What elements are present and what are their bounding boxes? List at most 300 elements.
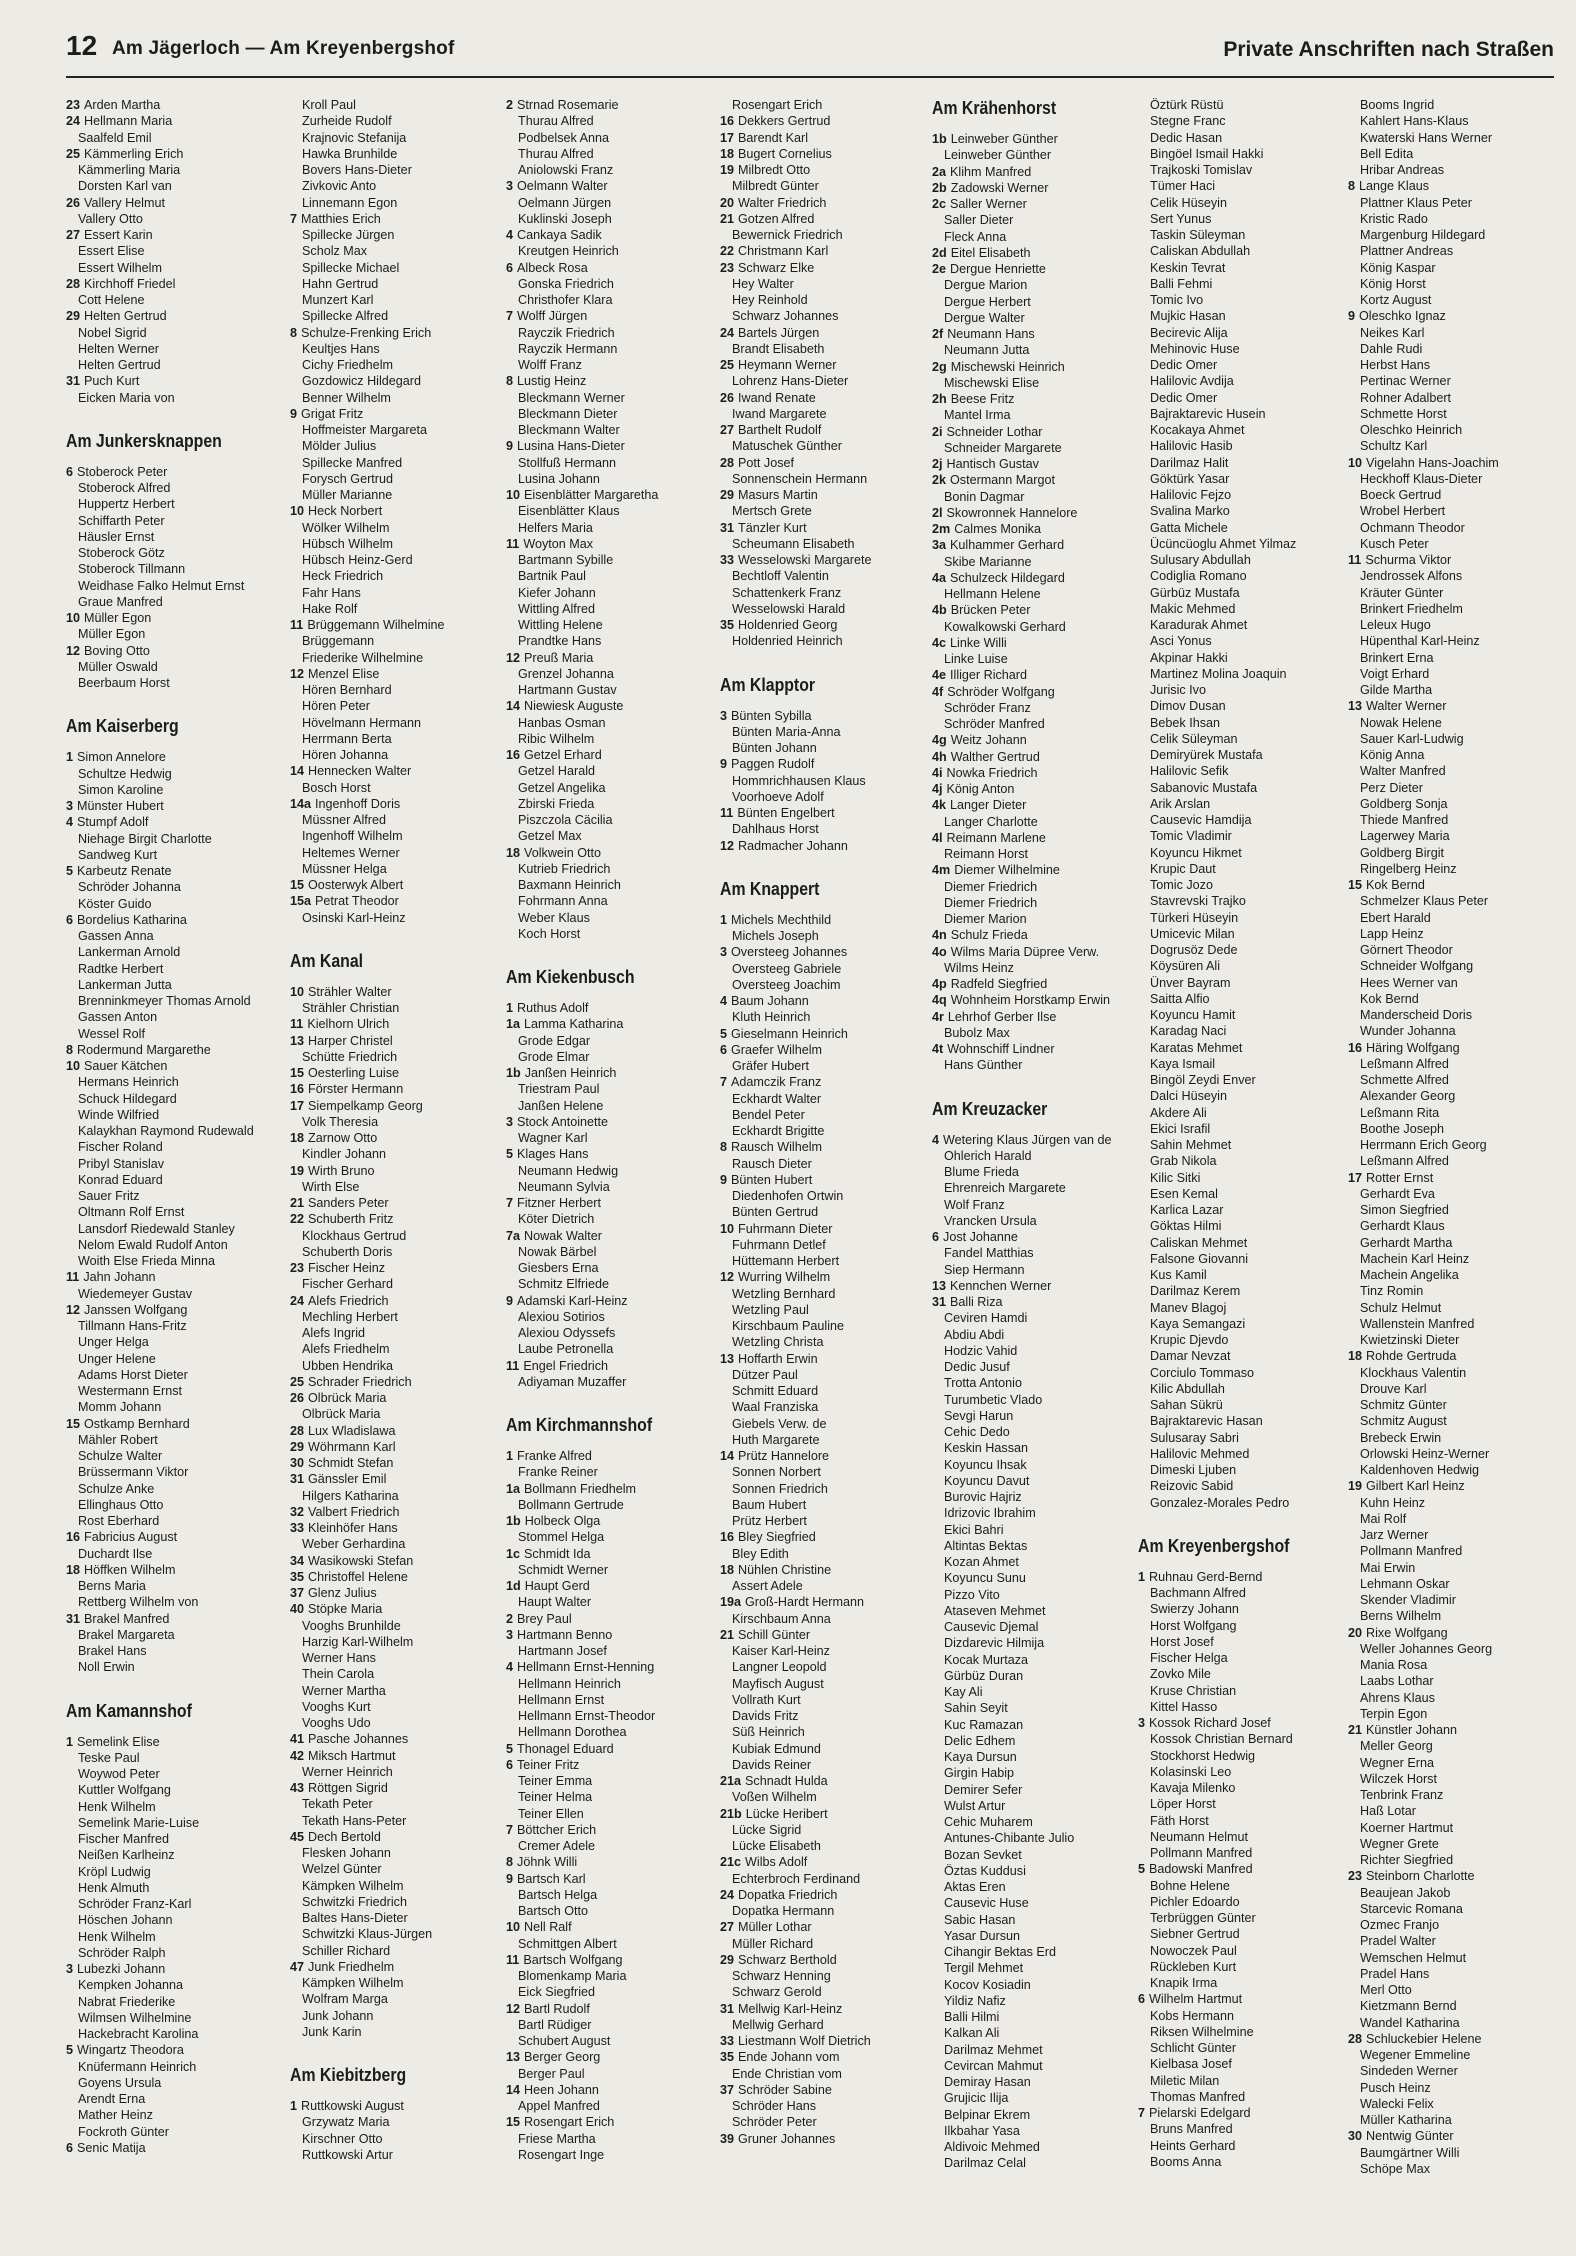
resident-name: Kirschner Otto [302,2131,383,2146]
resident-name: Schneider Lothar [946,424,1043,439]
resident-entry [506,731,718,747]
resident-entry [1348,1657,1560,1673]
resident-name: Demiray Hasan [944,2075,1031,2089]
resident-name: Cichy Friedhelm [302,358,393,372]
resident-entry [506,503,718,519]
resident-entry [290,1260,502,1276]
house-number: 11 [720,806,734,820]
resident-name: Kossok Richard Josef [1149,1716,1271,1730]
resident-name: Boeck Gertrud [1360,488,1442,502]
resident-name: Walter Manfred [1360,764,1446,779]
resident-entry [66,1766,278,1782]
resident-entry [932,2155,1144,2171]
house-number: 16 [66,1530,81,1545]
resident-entry [66,1546,278,1562]
resident-name: König Anton [946,782,1015,796]
resident-entry [1348,325,1560,341]
resident-name: Lansdorf Riedewald Stanley [78,1221,235,1236]
resident-entry [1348,877,1560,893]
house-number: 39 [720,2131,735,2146]
resident-entry [932,147,1144,163]
house-number: 11 [66,1270,80,1285]
resident-entry [290,1325,502,1341]
resident-name: Reimann Marlene [946,830,1046,845]
resident-entry [506,373,718,389]
resident-entry [720,438,932,454]
resident-name: Antunes-Chibante Julio [944,1831,1075,1846]
resident-entry [932,1025,1144,1041]
resident-name: Darilmaz Celal [944,2156,1026,2171]
resident-entry [1348,991,1560,1007]
resident-entry [1348,1267,1560,1283]
resident-entry [1138,601,1350,617]
resident-name: Kulhammer Gerhard [950,538,1065,553]
house-number: 1c [506,1546,521,1561]
resident-name: Rosengart Erich [732,98,823,112]
resident-name: Schluckebier Helene [1366,2031,1482,2046]
resident-name: Altintas Bektas [944,1538,1028,1553]
resident-name: Lubezki Johann [77,1962,166,1976]
resident-entry [506,520,718,536]
house-number: 12 [720,1270,735,1285]
resident-entry [1138,195,1350,211]
resident-name: Dahlhaus Horst [732,822,819,837]
resident-name: Sert Yunus [1150,211,1212,226]
house-number: 10 [506,1920,521,1935]
resident-name: Teske Paul [78,1750,140,1765]
resident-entry [932,570,1144,586]
resident-entry [1348,893,1560,909]
resident-entry [506,650,718,666]
resident-entry [1348,1560,1560,1576]
resident-name: Grab Nikola [1150,1154,1217,1169]
resident-entry [1138,406,1350,422]
resident-entry [66,1831,278,1847]
resident-name: Schiffarth Peter [78,513,165,528]
resident-entry [506,893,718,909]
resident-name: Löper Horst [1150,1797,1216,1812]
house-number: 11 [506,1952,520,1967]
resident-name: Wilhelm Hartmut [1149,1992,1243,2007]
resident-name: Davids Fritz [732,1709,799,1723]
resident-entry [1138,97,1350,113]
resident-entry [66,831,278,847]
house-number: 19 [1348,1479,1363,1494]
resident-entry [66,260,278,276]
resident-entry [66,1237,278,1253]
resident-name: Kusch Peter [1360,536,1429,551]
house-number: 19a [720,1595,742,1610]
resident-entry [1138,1235,1350,1251]
house-number: 41 [290,1732,305,1747]
resident-entry [1138,682,1350,698]
resident-name: Steinborn Charlotte [1366,1869,1475,1884]
resident-entry [66,1139,278,1155]
resident-entry [1348,1852,1560,1868]
resident-name: Wohnschiff Lindner [947,1042,1055,1056]
resident-entry [932,684,1144,700]
resident-entry [506,568,718,584]
resident-name: Bartsch Wolfgang [523,1952,623,1967]
resident-entry [720,1042,932,1058]
resident-name: Ochmann Theodor [1360,520,1465,535]
resident-name: Dimov Dusan [1150,699,1226,714]
resident-name: Teiner Helma [518,1790,593,1805]
house-number: 3 [720,708,728,723]
resident-name: Ohlerich Harald [944,1148,1032,1163]
resident-name: Adams Horst Dieter [78,1367,188,1382]
resident-name: Herbst Hans [1360,358,1430,372]
resident-entry [1138,1137,1350,1153]
resident-name: Thurau Alfred [518,114,594,129]
house-number: 23 [1348,1869,1363,1884]
resident-entry [932,440,1144,456]
resident-entry [290,520,502,536]
resident-name: Boothe Joseph [1360,1121,1445,1136]
resident-entry [1138,2040,1350,2056]
resident-name: Linke Willi [950,635,1007,650]
resident-name: Huppertz Herbert [78,497,175,512]
resident-name: Cevircan Mahmut [944,2058,1043,2073]
resident-name: Yasar Dursun [944,1928,1021,1943]
resident-entry [66,578,278,594]
resident-entry [720,585,932,601]
resident-entry [290,1910,502,1926]
house-number: 4q [932,993,947,1008]
resident-entry [506,422,718,438]
resident-entry [1348,1966,1560,1982]
resident-entry [506,617,718,633]
resident-entry [290,1796,502,1812]
resident-name: Paggen Rudolf [731,757,815,772]
resident-entry [290,1195,502,1211]
resident-name: Höschen Johann [78,1913,173,1928]
resident-name: Dorsten Karl van [78,179,172,194]
resident-name: Sevgi Harun [944,1408,1014,1423]
resident-entry [932,1879,1144,1895]
resident-entry [290,357,502,373]
resident-entry [506,1806,718,1822]
street-heading: Am Kamannshof [66,1700,192,1721]
resident-entry [1138,487,1350,503]
resident-name: Förster Hermann [308,1082,404,1097]
resident-entry [1348,1950,1560,1966]
resident-name: Künstler Johann [1366,1723,1458,1737]
resident-name: Petrat Theodor [315,894,399,909]
house-number: 29 [720,1952,735,1967]
resident-name: Schöpe Max [1360,2161,1431,2176]
resident-entry [66,847,278,863]
resident-entry [720,1172,932,1188]
resident-name: Pielarski Edelgard [1149,2106,1251,2120]
resident-name: Henk Wilhelm [78,1799,156,1814]
resident-entry [932,1619,1144,1635]
resident-entry [932,846,1144,862]
resident-entry [1138,1105,1350,1121]
resident-name: Lusina Hans-Dieter [517,439,625,454]
resident-name: Rayczik Friedrich [518,325,615,340]
resident-entry [66,2091,278,2107]
resident-entry [932,1489,1144,1505]
resident-name: Tekath Hans-Peter [302,1813,407,1828]
resident-entry [66,276,278,292]
resident-entry [290,390,502,406]
resident-name: Tenbrink Franz [1360,1788,1444,1802]
house-number: 4 [932,1132,940,1147]
resident-entry [932,1570,1144,1586]
resident-name: Hoffmeister Margareta [302,423,428,437]
resident-entry [720,1919,932,1935]
resident-entry [1348,211,1560,227]
house-number: 22 [290,1212,305,1227]
resident-name: Brüggemann Wilhelmine [307,618,445,632]
resident-name: Dogrusöz Dede [1150,943,1238,957]
resident-entry [1348,471,1560,487]
resident-name: Brinkert Erna [1360,650,1434,665]
resident-name: Leßmann Rita [1360,1105,1440,1120]
resident-name: Tomic Jozo [1150,878,1213,892]
resident-entry [720,178,932,194]
house-number: 25 [66,146,81,161]
resident-entry [1138,1153,1350,1169]
resident-name: Lapp Heinz [1360,926,1424,941]
resident-name: Schulze Anke [78,1481,155,1496]
resident-name: Schröder Wolfgang [947,684,1055,699]
resident-name: Sulusary Abdullah [1150,553,1251,567]
resident-name: Kocov Kosiadin [944,1977,1031,1992]
resident-entry [1348,1137,1560,1153]
resident-name: Kus Kamil [1150,1268,1207,1282]
resident-entry [1138,146,1350,162]
resident-entry [1348,1218,1560,1234]
resident-name: Wolf Franz [944,1197,1005,1212]
resident-entry [1348,1202,1560,1218]
resident-entry [1138,243,1350,259]
resident-name: Helfers Maria [518,520,593,535]
resident-entry [1348,1836,1560,1852]
resident-name: Berns Wilhelm [1360,1609,1442,1624]
resident-entry [290,1211,502,1227]
resident-entry [1138,1975,1350,1991]
resident-name: Illiger Richard [950,668,1028,683]
resident-entry [66,1009,278,1025]
resident-name: Lusina Johann [518,471,600,486]
resident-entry [932,424,1144,440]
resident-name: Brüssermann Viktor [78,1465,189,1480]
resident-name: Booms Anna [1150,2154,1222,2169]
resident-entry [932,294,1144,310]
resident-name: Klockhaus Gertrud [302,1228,407,1243]
resident-name: Kahlert Hans-Klaus [1360,114,1469,129]
house-number: 3 [66,1962,74,1976]
resident-name: Rausch Dieter [732,1156,812,1171]
resident-name: Kruse Christian [1150,1683,1237,1698]
resident-entry [1348,1527,1560,1543]
resident-entry [290,1553,502,1569]
resident-entry [1138,1040,1350,1056]
resident-entry [66,1659,278,1675]
resident-entry [932,781,1144,797]
resident-name: Spillecke Jürgen [302,228,395,242]
resident-name: Hellmann Heinrich [518,1676,621,1691]
resident-entry [720,1123,932,1139]
resident-name: Barthelt Rudolf [738,423,822,437]
resident-entry [720,1074,932,1090]
resident-entry [506,1065,718,1081]
resident-name: Fuhrmann Dieter [738,1221,833,1236]
resident-entry [66,2140,278,2156]
resident-name: Echterbroch Ferdinand [732,1871,861,1886]
resident-name: Pollmann Manfred [1150,1846,1253,1860]
resident-name: Häring Wolfgang [1366,1040,1460,1055]
house-number: 21c [720,1855,742,1870]
resident-name: Brakel Margareta [78,1627,175,1642]
resident-entry [720,601,932,617]
resident-entry [66,1383,278,1399]
house-number: 2l [932,505,943,520]
resident-name: Horst Wolfgang [1150,1618,1237,1633]
resident-name: Schröder Franz-Karl [78,1897,192,1911]
resident-entry [1348,341,1560,357]
resident-name: Booms Ingrid [1360,98,1435,112]
resident-entry [506,585,718,601]
resident-name: Sanders Peter [308,1196,389,1210]
street-heading: Am Kiebitzberg [290,2065,407,2085]
resident-name: Semelink Marie-Luise [78,1815,200,1830]
resident-entry [1348,1820,1560,1836]
resident-name: Nelom Ewald Rudolf Anton [78,1237,228,1252]
resident-entry [1348,373,1560,389]
resident-name: Wallenstein Manfred [1360,1316,1475,1331]
resident-name: Schröder Hans [732,2099,816,2113]
resident-name: Kozan Ahmet [944,1555,1019,1569]
resident-name: Hantisch Gustav [946,457,1039,471]
resident-name: Kittel Hasso [1150,1699,1218,1714]
resident-name: Simon Annelore [77,750,166,765]
resident-name: Radmacher Johann [738,838,848,853]
resident-entry [1138,1894,1350,1910]
house-number: 5 [1138,1862,1146,1877]
resident-entry [290,471,502,487]
resident-entry [290,1634,502,1650]
resident-name: Schuck Hildegard [78,1091,177,1106]
resident-name: Stumpf Adolf [77,815,149,830]
resident-name: Sabanovic Mustafa [1150,780,1258,795]
house-number: 10 [290,984,305,999]
resident-entry [66,1864,278,1880]
resident-name: Stommel Helga [518,1530,605,1545]
resident-entry [290,503,502,519]
resident-entry [66,1481,278,1497]
resident-entry [720,1741,932,1757]
resident-name: Aniolowski Franz [518,163,614,177]
resident-entry [506,146,718,162]
resident-entry [1348,617,1560,633]
resident-entry [290,438,502,454]
resident-entry [1138,568,1350,584]
resident-name: Kindler Johann [302,1147,387,1162]
street-heading: Am Kiekenbusch [506,967,635,987]
resident-name: Kaya Ismail [1150,1056,1216,1071]
resident-entry [1138,438,1350,454]
resident-entry [1348,1088,1560,1104]
resident-entry [720,1091,932,1107]
resident-name: Schmette Alfred [1360,1073,1449,1087]
resident-name: Kroll Paul [302,98,356,112]
resident-name: Teiner Emma [518,1774,593,1788]
resident-name: Gotzen Alfred [738,211,815,226]
resident-entry [1348,1153,1560,1169]
house-number: 3 [66,799,74,813]
resident-entry [1138,1218,1350,1234]
resident-name: Rohner Adalbert [1360,390,1452,405]
resident-name: Heymann Werner [738,358,837,372]
resident-name: Manev Blagoj [1150,1300,1227,1315]
resident-name: Bruns Manfred [1150,2122,1233,2137]
resident-entry [1138,1381,1350,1397]
resident-entry [506,698,718,714]
resident-entry [932,1928,1144,1944]
resident-entry [506,130,718,146]
resident-name: Burovic Hajriz [944,1490,1022,1504]
resident-name: Trotta Antonio [944,1376,1022,1391]
resident-name: Rosengart Erich [524,2115,615,2130]
resident-name: Hellmann Ernst-Theodor [518,1709,656,1723]
resident-entry [932,1863,1144,1879]
resident-name: Skender Vladimir [1360,1593,1456,1607]
resident-entry [66,1188,278,1204]
resident-name: Koyuncu Ihsak [944,1457,1027,1472]
resident-entry [1348,113,1560,129]
resident-name: Helten Gertrud [78,358,161,372]
resident-entry [1348,1186,1560,1202]
resident-entry [1348,1040,1560,1056]
resident-name: Kluth Heinrich [732,1010,811,1025]
house-number: 18 [290,1131,305,1145]
resident-name: Schmitz Günter [1360,1398,1447,1412]
resident-entry [290,162,502,178]
resident-name: Ruhnau Gerd-Bernd [1149,1569,1263,1584]
resident-entry [932,456,1144,472]
resident-name: Graefer Wilhelm [731,1042,822,1057]
resident-entry [66,1945,278,1961]
resident-entry [290,1114,502,1130]
house-number: 8 [1348,179,1356,194]
house-number: 2k [932,473,947,488]
resident-entry [1348,227,1560,243]
resident-entry [720,1773,932,1789]
resident-name: Schmidt Ida [524,1546,591,1561]
resident-name: Baxmann Heinrich [518,878,621,892]
resident-name: Celik Süleyman [1150,731,1238,746]
resident-name: Woywod Peter [78,1767,160,1781]
resident-entry [66,97,278,113]
resident-entry [66,1204,278,1220]
resident-entry [1348,2015,1560,2031]
resident-entry [66,1448,278,1464]
resident-name: Oelmann Walter [517,179,608,194]
resident-name: Kennchen Werner [950,1278,1052,1293]
resident-entry [506,861,718,877]
resident-name: Knapik Irma [1150,1976,1218,1990]
resident-entry [66,1929,278,1945]
resident-name: Bollmann Gertrude [518,1497,624,1512]
house-number: 4e [932,668,947,683]
resident-name: Jost Johanne [943,1230,1018,1244]
resident-entry [932,2139,1144,2155]
resident-entry [932,489,1144,505]
resident-name: Eckhardt Walter [732,1091,822,1106]
